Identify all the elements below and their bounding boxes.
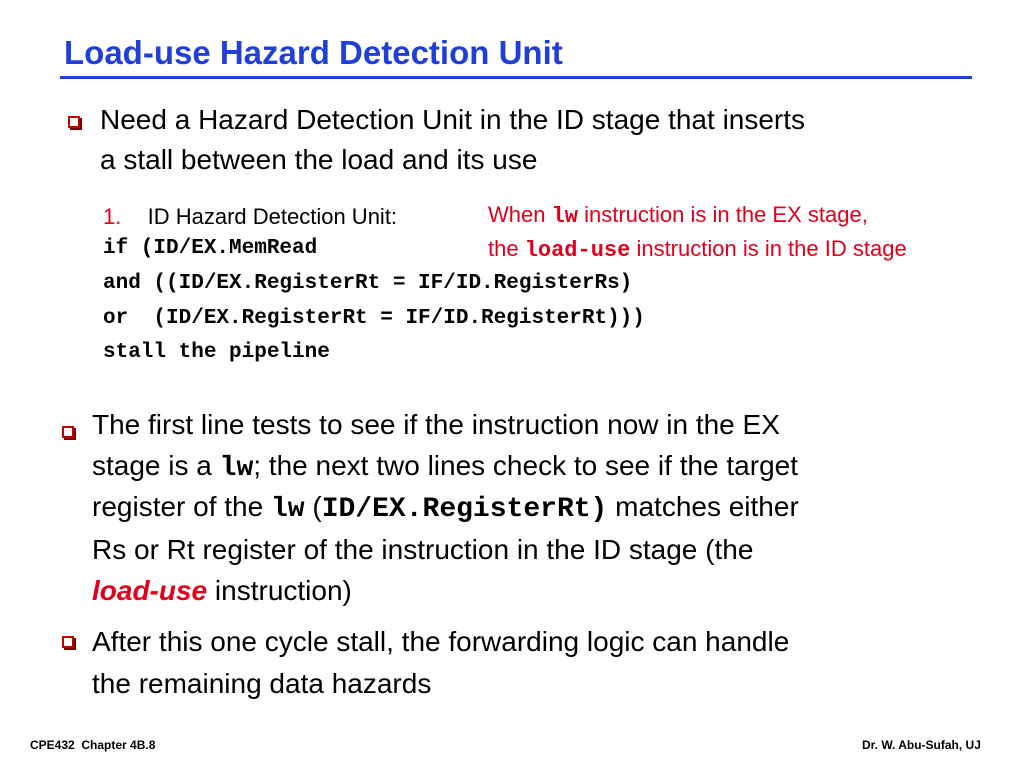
bullet-1-line-1: Need a Hazard Detection Unit in the ID stage that inserts [100,104,806,135]
body-text: matches either [607,491,799,522]
bullet-2-line-2 [92,446,798,489]
note-line-1 [488,202,868,229]
code-term: ID/EX.RegisterRt) [321,494,608,525]
code-line-2: and ((ID/EX.RegisterRt = IF/ID.RegisterRs) [103,272,633,295]
bullet-2-line-1: The first line tests to see if the instruction now in the EX [92,409,780,440]
code-line-4: stall the pipeline [103,341,330,364]
note-text: the [488,236,525,261]
body-text: instruction) [207,575,352,606]
body-text: ; the next two lines check to see if the target [253,450,798,481]
code-term: lw [270,494,305,525]
code-line-3: or (ID/EX.RegisterRt = IF/ID.RegisterRt))) [103,307,645,330]
footer-right: Dr. W. Abu-Sufah, UJ [862,738,981,752]
bullet-square-icon [62,636,74,648]
code-term: lw [219,453,254,484]
body-text: register of the [92,491,271,522]
slide-title: Load-use Hazard Detection Unit [64,34,563,71]
code-line-1: if (ID/EX.MemRead [103,237,318,260]
bullet-2-line-5 [92,571,352,611]
detection-label: ID Hazard Detection Unit: [147,204,398,229]
bullet-square-icon [68,116,80,128]
note-text: instruction is in the EX stage, [578,202,868,227]
bullet-square-icon [62,426,74,438]
note-line-2 [488,236,907,263]
detection-number: 1. [103,204,122,229]
note-text: instruction is in the ID stage [630,236,907,261]
note-code: load-use [524,238,631,263]
note-text: When [488,202,552,227]
footer-left: CPE432 Chapter 4B.8 [30,738,156,752]
bullet-3-line-1: After this one cycle stall, the forwarding logic can handle [92,626,790,657]
body-text: stage is a [92,450,220,481]
bullet-1-line-2: a stall between the load and its use [100,144,538,175]
title-underline [60,76,972,79]
emphasis-load-use: load-use [92,575,208,606]
bullet-2-line-4: Rs or Rt register of the instruction in the ID stage (the [92,534,754,565]
detection-heading [103,204,397,230]
bullet-2-line-3 [92,487,799,530]
note-code: lw [551,204,578,229]
bullet-3-line-2: the remaining data hazards [92,668,432,699]
body-text: ( [304,491,322,522]
